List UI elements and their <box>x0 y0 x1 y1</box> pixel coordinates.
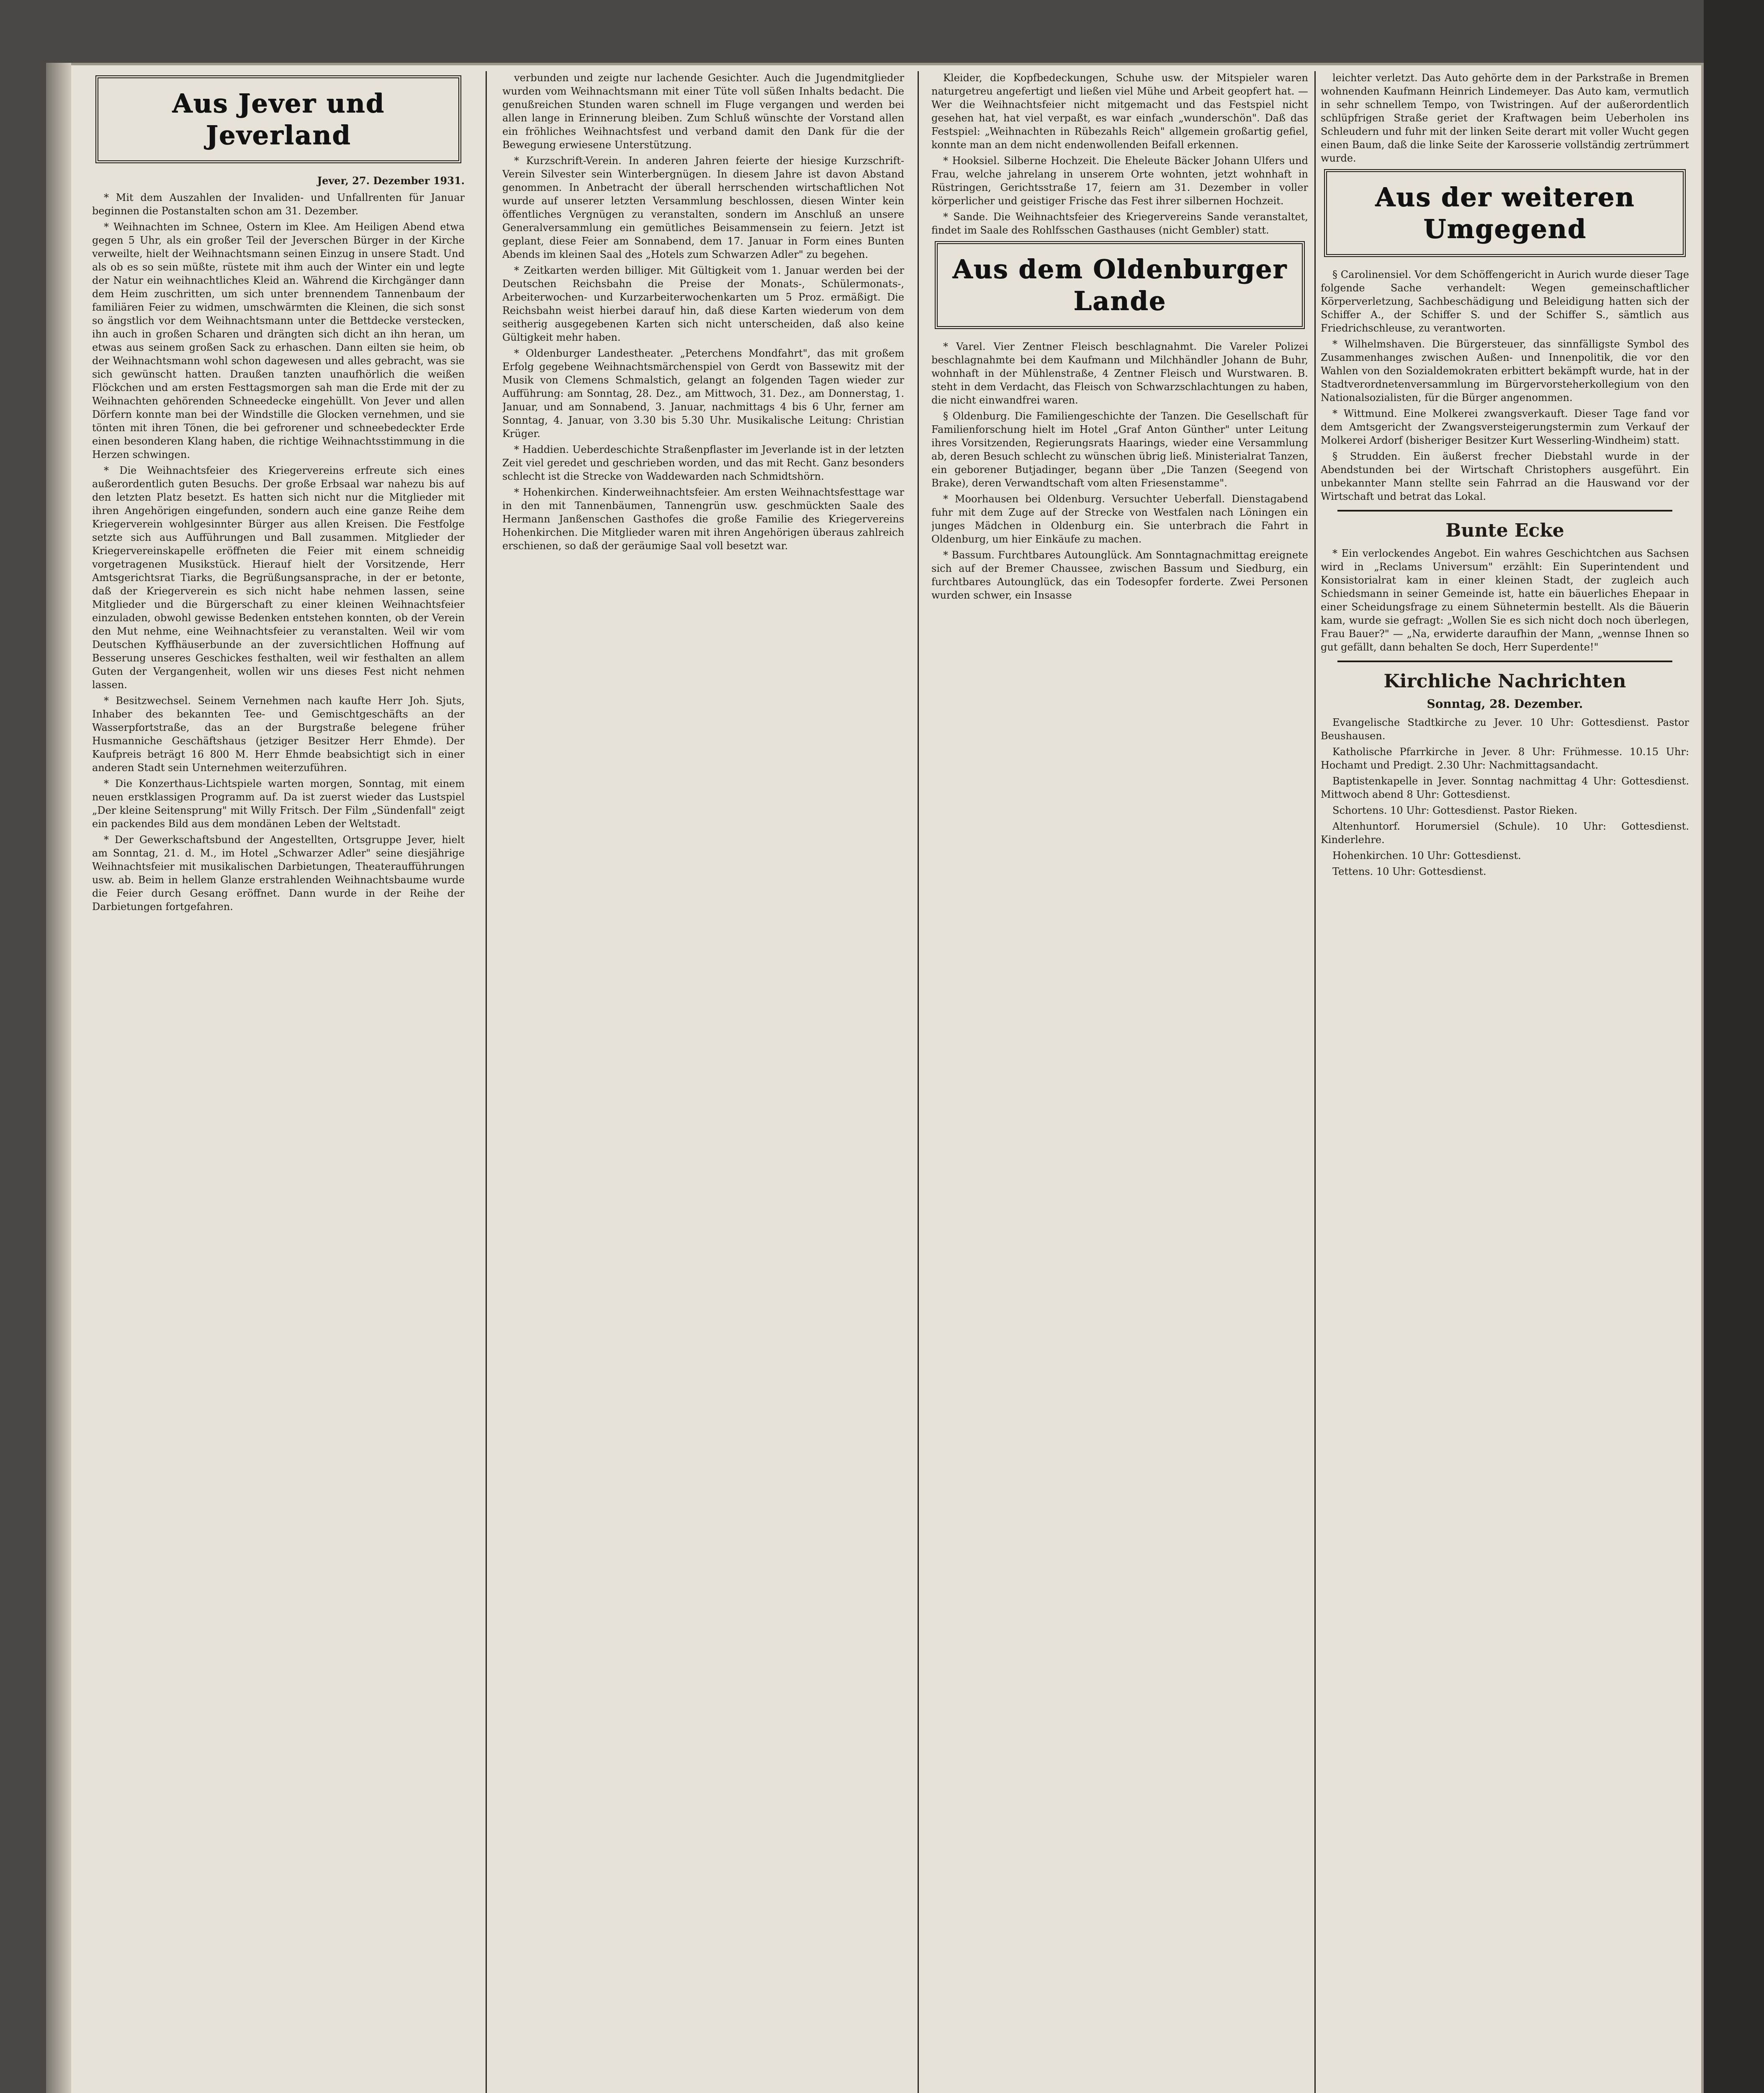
article: verbunden und zeigte nur lachende Gesichter. Auch die Jugendmitglieder wurden vom Weihnachtsmann mit einer Tüte voll süßen Inhalts bedacht. Die genußreichen Stunden waren schnell im Fluge vergangen und werden bei allen lange in Erinnerung bleiben. Zum Schluß wünschte der Vorstand allen ein fröhliches Weihnachtsfest und verband damit den Dank für die der Bewegung erwiesene Unterstützung. <box>502 72 904 151</box>
article: Kleider, die Kopfbedeckungen, Schuhe usw. der Mitspieler waren naturgetreu angefertigt und ließen viel Mühe und Arbeit geopfert hat. — Wer die Weihnachtsfeier nicht mitgemacht und das Festspiel nicht gesehen hat, hat viel verpaßt, es war einfach „wunderschön". Daß das Festspiel: „Weihnachten in Rübezahls Reich" allgemein großartig gefiel, konnte man an dem nicht endenwollenden Beifall erkennen. <box>931 72 1308 151</box>
column-3 <box>931 71 1308 2093</box>
section-divider <box>1337 510 1672 512</box>
article: * Moorhausen bei Oldenburg. Versuchter Ueberfall. Dienstagabend fuhr mit dem Zuge auf der Strecke von Westfalen nach Löningen ein junges Mädchen in Oldenburg ein. Sie unterbrach die Fahrt in Oldenburg, um hier Einkäufe zu machen. <box>931 493 1308 545</box>
article: leichter verletzt. Das Auto gehörte dem in der Parkstraße in Bremen wohnenden Kaufmann Heinrich Lindemeyer. Das Auto kam, vermutlich in sehr schnellem Tempo, von Twistringen. Auf der außerordentlich schlüpfrigen Straße geriet der Kraftwagen beim Ueberholen ins Schleudern und fuhr mit der linken Seite derart mit voller Wucht gegen einen Baum, daß die linke Seite der Karosserie vollständig zertrümmert wurde. <box>1321 72 1689 164</box>
article: * Die Weihnachtsfeier des Kriegervereins erfreute sich eines außerordentlich guten Besuchs. Der große Erbsaal war nahezu bis auf den letzten Platz besetzt. Es hatten sich nicht nur die Mitglieder mit ihren Angehörigen eingefunden, sondern auch eine ganze Reihe dem Kriegerverein wohlgesinnter Bürger aus allen Kreisen. Die Festfolge setzte sich aus Aufführungen und Ball zusammen. Mitglieder der Kriegervereinskapelle eröffneten die Feier mit einem schneidig vorgetragenen Musikstück. Hierauf hielt der Vorsitzende, Herr Amtsgerichtsrat Tiarks, die Begrüßungsansprache, in der er betonte, daß der Kriegerverein es sich nicht habe nehmen lassen, seine Mitglieder und die Bürgerschaft zu einer kleinen Weihnachtsfeier einzuladen, obwohl gewisse Bedenken entstehen konnten, ob der Verein den Mut nehme, eine Weihnachtsfeier zu veranstalten. Weil wir vom Deutschen Kyffhäuserbunde an der zuversichtlichen Hoffnung auf Besserung unseres Geschickes festhalten, weil wir festhalten an allem Guten der Vergangenheit, wollen wir uns dieses Fest nicht nehmen lassen. <box>92 465 465 691</box>
church-notice: Hohenkirchen. 10 Uhr: Gottesdienst. <box>1332 850 1521 861</box>
section-header-box <box>1324 169 1686 257</box>
article: * Sande. Die Weihnachtsfeier des Kriegervereins Sande veranstaltet, findet im Saale des Rohlfsschen Gasthauses (nicht Gembler) statt. <box>931 211 1308 236</box>
article: * Die Konzerthaus-Lichtspiele warten morgen, Sonntag, mit einem neuen erstklassigen Programm auf. Da ist zuerst wieder das Lustspiel „Der kleine Seitensprung" mit Willy Fritsch. Der Film „Sündenfall" zeigt ein packendes Bild aus dem mondänen Leben der Weltstadt. <box>92 778 465 830</box>
article: * Bassum. Furchtbares Autounglück. Am Sonntagnachmittag ereignete sich auf der Bremer Chaussee, zwischen Bassum und Siedburg, ein furchtbares Autounglück, das ein Todesopfer forderte. Zwei Personen wurden schwer, ein Insasse <box>931 549 1308 601</box>
article: * Haddien. Ueberdeschichte Straßenpflaster im Jeverlande ist in der letzten Zeit viel geredet und geschrieben worden, und das mit Recht. Ganz besonders schlecht ist die Strecke von Waddewarden nach Schmidtshörn. <box>502 444 904 482</box>
kirche-date: Sonntag, 28. Dezember. <box>1427 697 1583 711</box>
article: § Strudden. Ein äußerst frecher Diebstahl wurde in der Abendstunden bei der Wirtschaft Christophers ausgeführt. Ein unbekannter Mann stellte sein Fahrrad an die Hauswand vor der Wirtschaft und betrat das Lokal. <box>1321 450 1689 502</box>
section-header-box <box>95 75 461 163</box>
article: * Besitzwechsel. Seinem Vernehmen nach kaufte Herr Joh. Sjuts, Inhaber des bekannten Tee- und Gemischtgeschäfts an der Wasserpfortstraße, das an der Burgstraße belegene früher Husmanniche Geschäftshaus (jetziger Besitzer Herr Ehmde). Der Kaufpreis beträgt 16 800 M. Herr Ehmde beabsichtigt sich in einer anderen Stadt sein Unternehmen weiterzuführen. <box>92 695 465 774</box>
column-1 <box>92 71 465 2093</box>
page-fold-shadow <box>46 63 71 2093</box>
section-title-umgegend: Aus der weiteren Umgegend <box>1375 182 1635 244</box>
article: * Oldenburger Landestheater. „Peterchens Mondfahrt", das mit großem Erfolg gegebene Weihnachtsmärchenspiel von Gerdt von Bassewitz mit der Musik von Clemens Schmalstich, gelangt an folgenden Tagen wieder zur Aufführung: am Sonntag, 28. Dez., am Mittwoch, 31. Dez., am Donnerstag, 1. Januar, und am Sonnabend, 3. Januar, nachmittags 4 bis 6 Uhr, ferner am Sonntag, 4. Januar, von 3.30 bis 5.30 Uhr. Musikalische Leitung: Christian Krüger. <box>502 347 904 440</box>
church-notice: Schortens. 10 Uhr: Gottesdienst. Pastor Rieken. <box>1332 805 1578 816</box>
section-title-bunte-ecke: Bunte Ecke <box>1445 520 1564 541</box>
section-header-box <box>935 241 1305 329</box>
article: * Zeitkarten werden billiger. Mit Gültigkeit vom 1. Januar werden bei der Deutschen Reichsbahn die Preise der Monats-, Schülermonats-, Arbeiterwochen- und Kurzarbeiterwochenkarten um 5 Proz. ermäßigt. Die Reichsbahn weist hierbei darauf hin, daß diese Karten wiederum von dem seitherig ausgegebenen Karten sich nicht unterscheiden, daß also keine Gültigkeit mehr haben. <box>502 265 904 343</box>
column-2 <box>502 71 904 2093</box>
church-notice: Evangelische Stadtkirche zu Jever. 10 Uhr: Gottesdienst. Pastor Beushausen. <box>1321 717 1689 742</box>
article: * Varel. Vier Zentner Fleisch beschlagnahmt. Die Vareler Polizei beschlagnahmte bei dem Kaufmann und Milchhändler Johann de Buhr, wohnhaft in der Mühlenstraße, 4 Zentner Fleisch und Wurstwaren. B. steht in dem Verdacht, das Fleisch von Schwarzschlachtungen zu haben, die nicht einwandfrei waren. <box>931 341 1308 406</box>
article: § Carolinensiel. Vor dem Schöffengericht in Aurich wurde dieser Tage folgende Sache verhandelt: Wegen gemeinschaftlicher Körperverletzung, Sachbeschädigung und Beleidigung hatten sich der Schiffer A., der Schiffer S. und der Schiffer S., sämtlich aus Friedrichschleuse, zu verantworten. <box>1321 269 1689 334</box>
article: * Wittmund. Eine Molkerei zwangsverkauft. Dieser Tage fand vor dem Amtsgericht der Zwangsversteigerungstermin zum Verkauf der Molkerei Ardorf (bisheriger Besitzer Kurt Wesserling-Windheim) statt. <box>1321 408 1689 446</box>
church-notice: Altenhuntorf. Horumersiel (Schule). 10 Uhr: Gottesdienst. Kinderlehre. <box>1321 820 1689 846</box>
section-title-jever: Aus Jever und Jeverland <box>172 88 385 150</box>
church-notice: Baptistenkapelle in Jever. Sonntag nachmittag 4 Uhr: Gottesdienst. Mittwoch abend 8 Uhr: Gottesdienst. <box>1321 775 1689 800</box>
church-notice: Katholische Pfarrkirche in Jever. 8 Uhr: Frühmesse. 10.15 Uhr: Hochamt und Predigt. 2.30 Uhr: Nachmittagsandacht. <box>1321 746 1689 771</box>
article: * Ein verlockendes Angebot. Ein wahres Geschichtchen aus Sachsen wird in „Reclams Universum" erzählt: Ein Superintendent und Konsistorialrat kam in einer kleinen Stadt, der zugleich auch Schiedsmann in seiner Gemeinde ist, hatte ein bäuerliches Ehepaar in einer Scheidungsfrage zu einem Sühnetermin bestellt. Als die Bäuerin kam, wurde sie gefragt: „Wollen Sie es sich nicht doch noch überlegen, Frau Bauer?" — „Na, erwiderte daraufhin der Mann, „wennse Ihnen so gut gefällt, dann behalten Se doch, Herr Superdente!" <box>1321 548 1689 653</box>
section-title-kirche: Kirchliche Nachrichten <box>1383 671 1626 692</box>
article: * Kurzschrift-Verein. In anderen Jahren feierte der hiesige Kurzschrift-Verein Silvester sein Winterbergnügen. In diesem Jahre ist davon Abstand genommen. In Anbetracht der überall herrschenden wirtschaftlichen Not wurde auf unserer letzten Versammlung beschlossen, diesen Winter kein öffentliches Vergnügen zu veranstalten, sondern im Anschluß an unsere Generalversammlung ein gemütliches Beisammensein zu feiern. Jetzt ist geplant, diese Feier am Sonnabend, dem 17. Januar in Form eines Bunten Abends im kleinen Saal des „Hotels zum Schwarzen Adler" zu begehen. <box>502 155 904 260</box>
article: § Oldenburg. Die Familiengeschichte der Tanzen. Die Gesellschaft für Familienforschung hielt im Hotel „Graf Anton Günther" unter Leitung ihres Vorsitzenden, Regierungsrats Haarings, wieder eine Versammlung ab, deren Besuch schlecht zu wünschen übrig ließ. Ministerialrat Tanzen, ein geborener Butjadinger, begann über „Die Tanzen (Seegend von Brake), deren Verwandtschaft vom alten Friesenstamme". <box>931 410 1308 489</box>
column-rule <box>1314 71 1316 2093</box>
article: * Der Gewerkschaftsbund der Angestellten, Ortsgruppe Jever, hielt am Sonntag, 21. d. M., im Hotel „Schwarzer Adler" seine diesjährige Weihnachtsfeier mit musikalischen Darbietungen, Theateraufführungen usw. ab. Beim in hellem Glanze erstrahlenden Weihnachtsbaume wurde die Feier durch Gesang eröffnet. Dann wurde in der Reihe der Darbietungen fortgefahren. <box>92 834 465 913</box>
book-binding <box>1704 0 1764 2093</box>
article: * Weihnachten im Schnee, Ostern im Klee. Am Heiligen Abend etwa gegen 5 Uhr, als ein großer Teil der Jeverschen Bürger in der Kirche verweilte, hielt der Weihnachtsmann seinen Einzug in unsere Stadt. Und als ob es so sein müßte, rüstete mit ihm auch der Winter ein und legte der Natur ein weihnachtliches Kleid an. Während die Kirchgänger dann dem Heim zuschritten, um sich unter brennendem Tannenbaum der familiären Feier zu widmen, umschwärmten die Kleinen, die sich sonst so ängstlich vor dem Weihnachtsmann unter die Bettdecke verstecken, ihn auch in großen Scharen und drängten sich dicht an ihn heran, um etwas aus seinem großen Sack zu erhaschen. Dann eilten sie heim, ob der Weihnachtsmann wohl schon dagewesen und alles gebracht, was sie sich gewünscht hatten. Draußen tanzten unaufhörlich die weißen Flöckchen und am ersten Festtagsmorgen sah man die Erde mit der zu Weihnachten gehörenden Schneedecke eingehüllt. Von Jever und allen Dörfern konnte man bei der Windstille die Glocken vernehmen, und sie tönten mit ihren Tönen, die bei gefrorener und schneebedeckter Erde einen besonderen Klang haben, die richtige Weihnachtsstimmung in die Herzen schwingen. <box>92 221 465 460</box>
church-notice: Tettens. 10 Uhr: Gottesdienst. <box>1332 866 1486 877</box>
article: * Hohenkirchen. Kinderweihnachtsfeier. Am ersten Weihnachtsfesttage war in den mit Tannenbäumen, Tannengrün usw. geschmückten Saale des Hermann Janßenschen Gasthofes die große Familie des Kriegervereins Hohenkirchen. Die Mitglieder waren mit ihren Angehörigen überaus zahlreich erschienen, so daß der geräumige Saal voll besetzt war. <box>502 486 904 552</box>
column-rule <box>918 71 919 2093</box>
article: * Hooksiel. Silberne Hochzeit. Die Eheleute Bäcker Johann Ulfers und Frau, welche jahrelang in unserem Orte wohnten, jetzt wohnhaft in Rüstringen, Gerichtsstraße 17, feiern am 31. Dezember in voller körperlicher und geistiger Frische das Fest ihrer silbernen Hochzeit. <box>931 155 1308 207</box>
section-divider <box>1337 661 1672 662</box>
article: * Wilhelmshaven. Die Bürgersteuer, das sinnfälligste Symbol des Zusammenhanges zwischen Außen- und Innenpolitik, die vor den Wahlen von den Sozialdemokraten erbittert bekämpft wurde, hat in der Stadtverordnetenversammlung im Bürgervorsteherkollegium von den Nationalsozialisten, für die Bürger angenommen. <box>1321 338 1689 404</box>
dateline: Jever, 27. Dezember 1931. <box>317 175 465 187</box>
section-title-oldenburg: Aus dem Oldenburger Lande <box>952 254 1287 316</box>
column-rule <box>486 71 487 2093</box>
article: * Mit dem Auszahlen der Invaliden- und Unfallrenten für Januar beginnen die Postanstalten schon am 31. Dezember. <box>92 192 465 217</box>
column-4 <box>1321 71 1689 2093</box>
